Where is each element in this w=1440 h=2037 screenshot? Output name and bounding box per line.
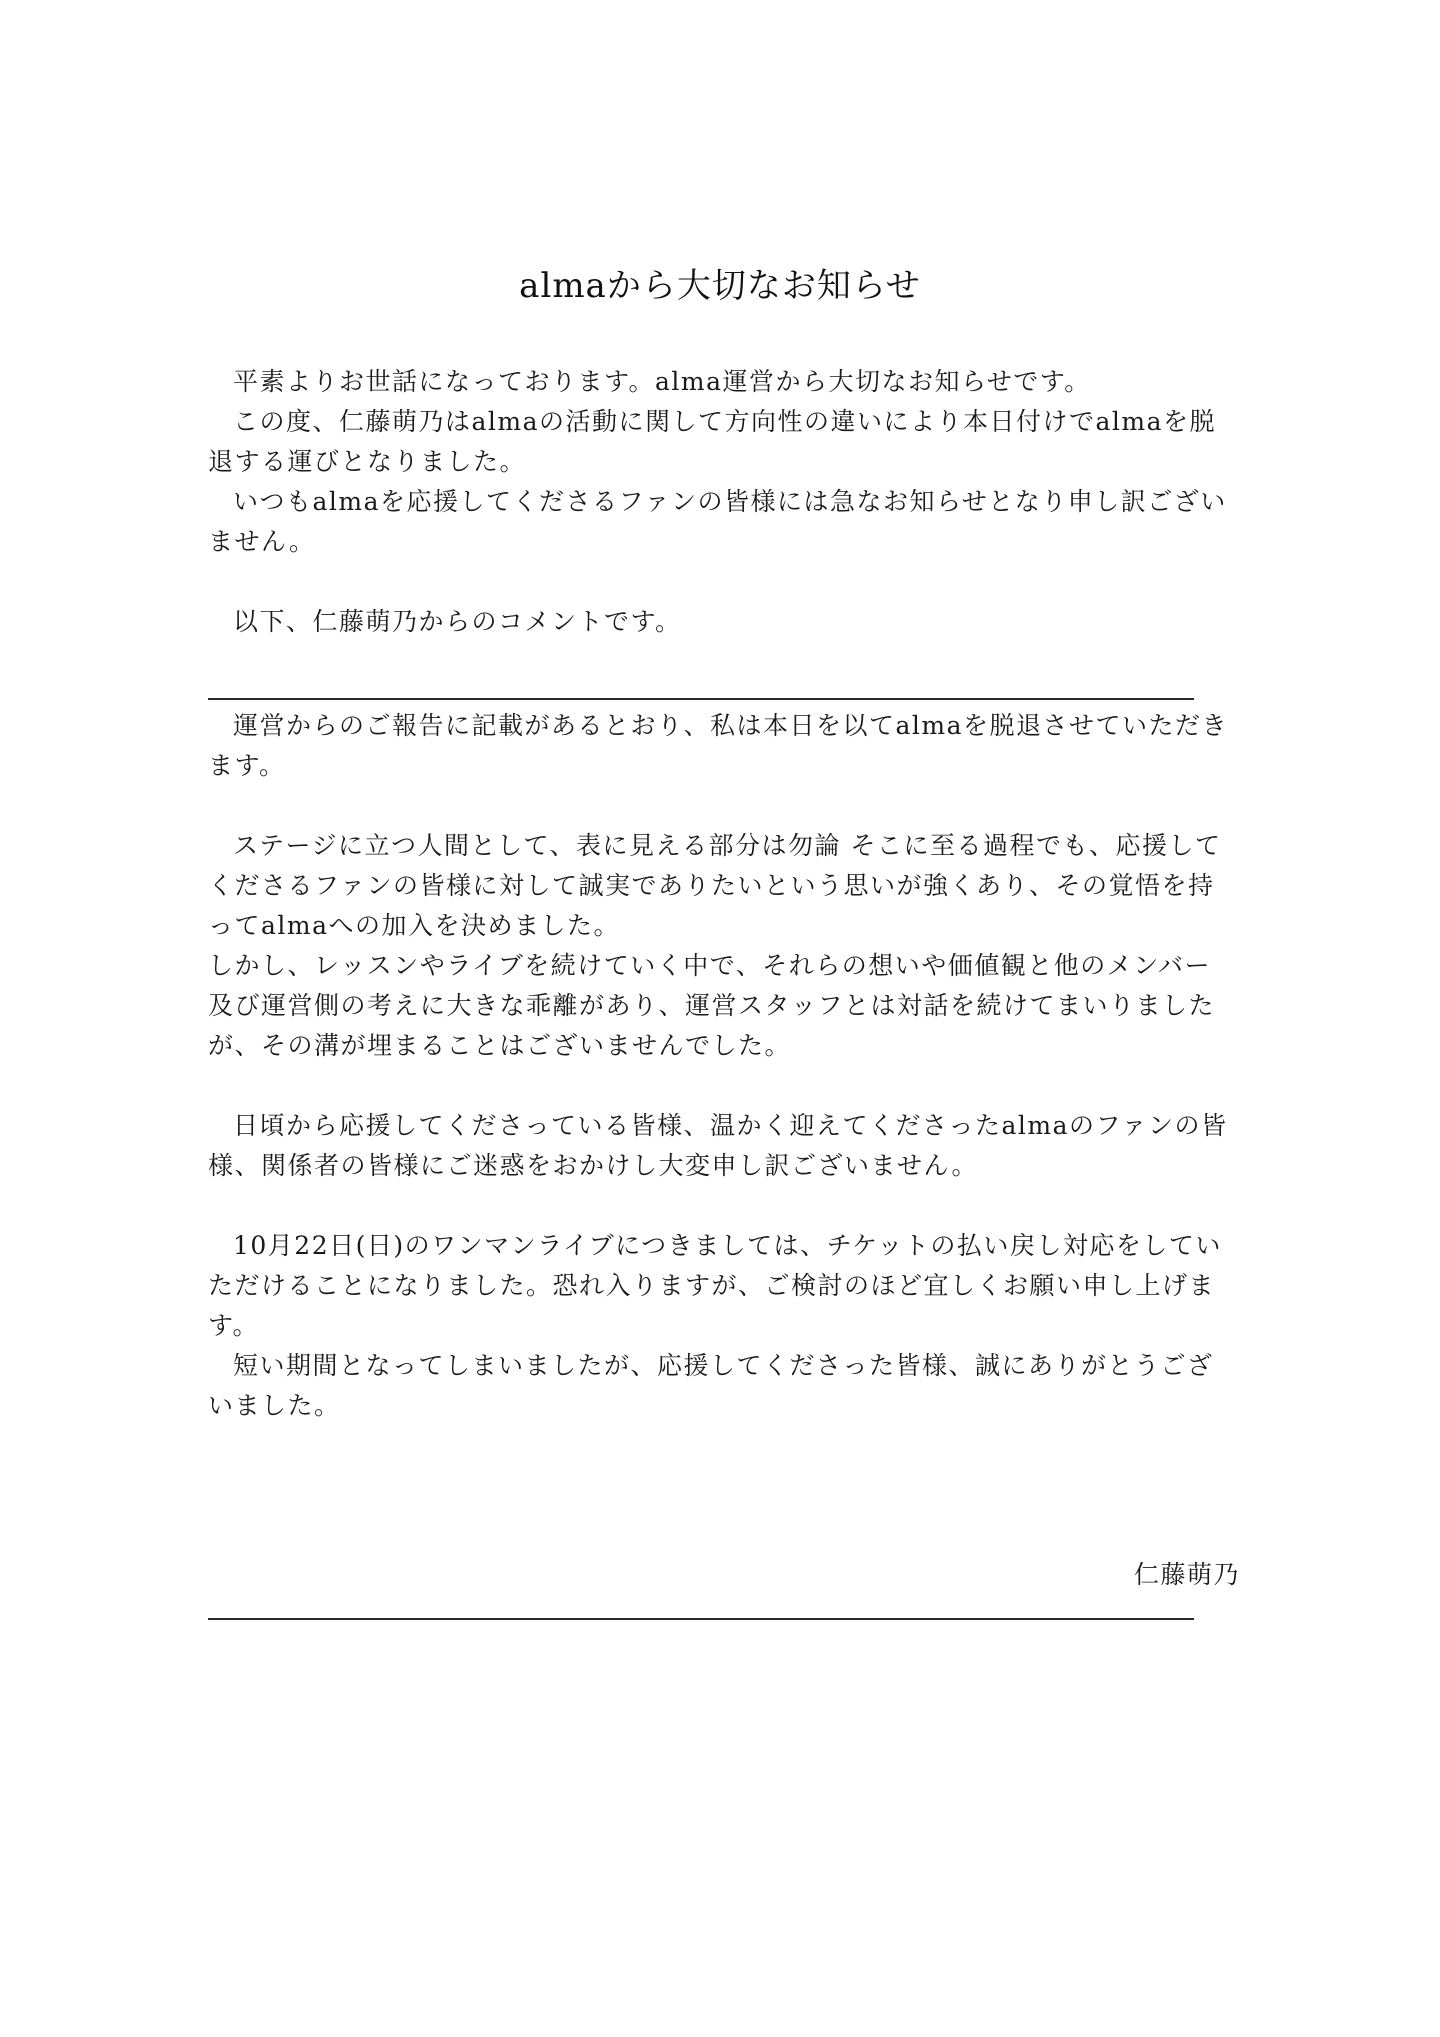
intro-paragraph-2: この度、仁藤萌乃はalmaの活動に関して方向性の違いにより本日付けでalmaを脱退する運びとなりました。	[208, 407, 1217, 476]
divider-top	[208, 698, 1194, 700]
spacer	[208, 1066, 1232, 1106]
spacer	[208, 562, 1232, 602]
intro-paragraph-4: 以下、仁藤萌乃からのコメントです。	[233, 607, 682, 636]
intro-section	[208, 362, 1232, 642]
comment-paragraph-1: 運営からのご報告に記載があるとおり、私は本日を以てalmaを脱退させていただきます。	[208, 711, 1229, 780]
comment-paragraph-4: 日頃から応援してくださっている皆様、温かく迎えてくださったalmaのファンの皆様、関係者の皆様にご迷惑をおかけし大変申し訳ございません。	[208, 1111, 1228, 1180]
comment-paragraph-3: しかし、レッスンやライブを続けていく中で、それらの想いや価値観と他のメンバー及び運営側の考えに大きな乖離があり、運営スタッフとは対話を続けてまいりましたが、その溝が埋まることはございませんでした。	[208, 951, 1216, 1060]
comment-section	[208, 706, 1232, 1426]
comment-paragraph-2: ステージに立つ人間として、表に見える部分は勿論 そこに至る過程でも、応援してくださるファンの皆様に対して誠実でありたいという思いが強くあり、その覚悟を持ってalmaへの加入を決めました。	[208, 831, 1222, 940]
comment-paragraph-6: 短い期間となってしまいましたが、応援してくださった皆様、誠にありがとうございました。	[208, 1351, 1214, 1420]
signature: 仁藤萌乃	[1133, 1560, 1240, 1589]
comment-paragraph-5: 10月22日(日)のワンマンライブにつきましては、チケットの払い戻し対応をしていただけることになりました。恐れ入りますが、ご検討のほど宜しくお願い申し上げます。	[208, 1231, 1222, 1340]
divider-bottom	[208, 1618, 1194, 1620]
document-title: almaから大切なお知らせ	[519, 266, 921, 306]
spacer	[208, 786, 1232, 826]
spacer	[208, 1186, 1232, 1226]
intro-paragraph-3: いつもalmaを応援してくださるファンの皆様には急なお知らせとなり申し訳ございません。	[208, 487, 1227, 556]
intro-paragraph-1: 平素よりお世話になっております。alma運営から大切なお知らせです。	[233, 367, 1091, 396]
